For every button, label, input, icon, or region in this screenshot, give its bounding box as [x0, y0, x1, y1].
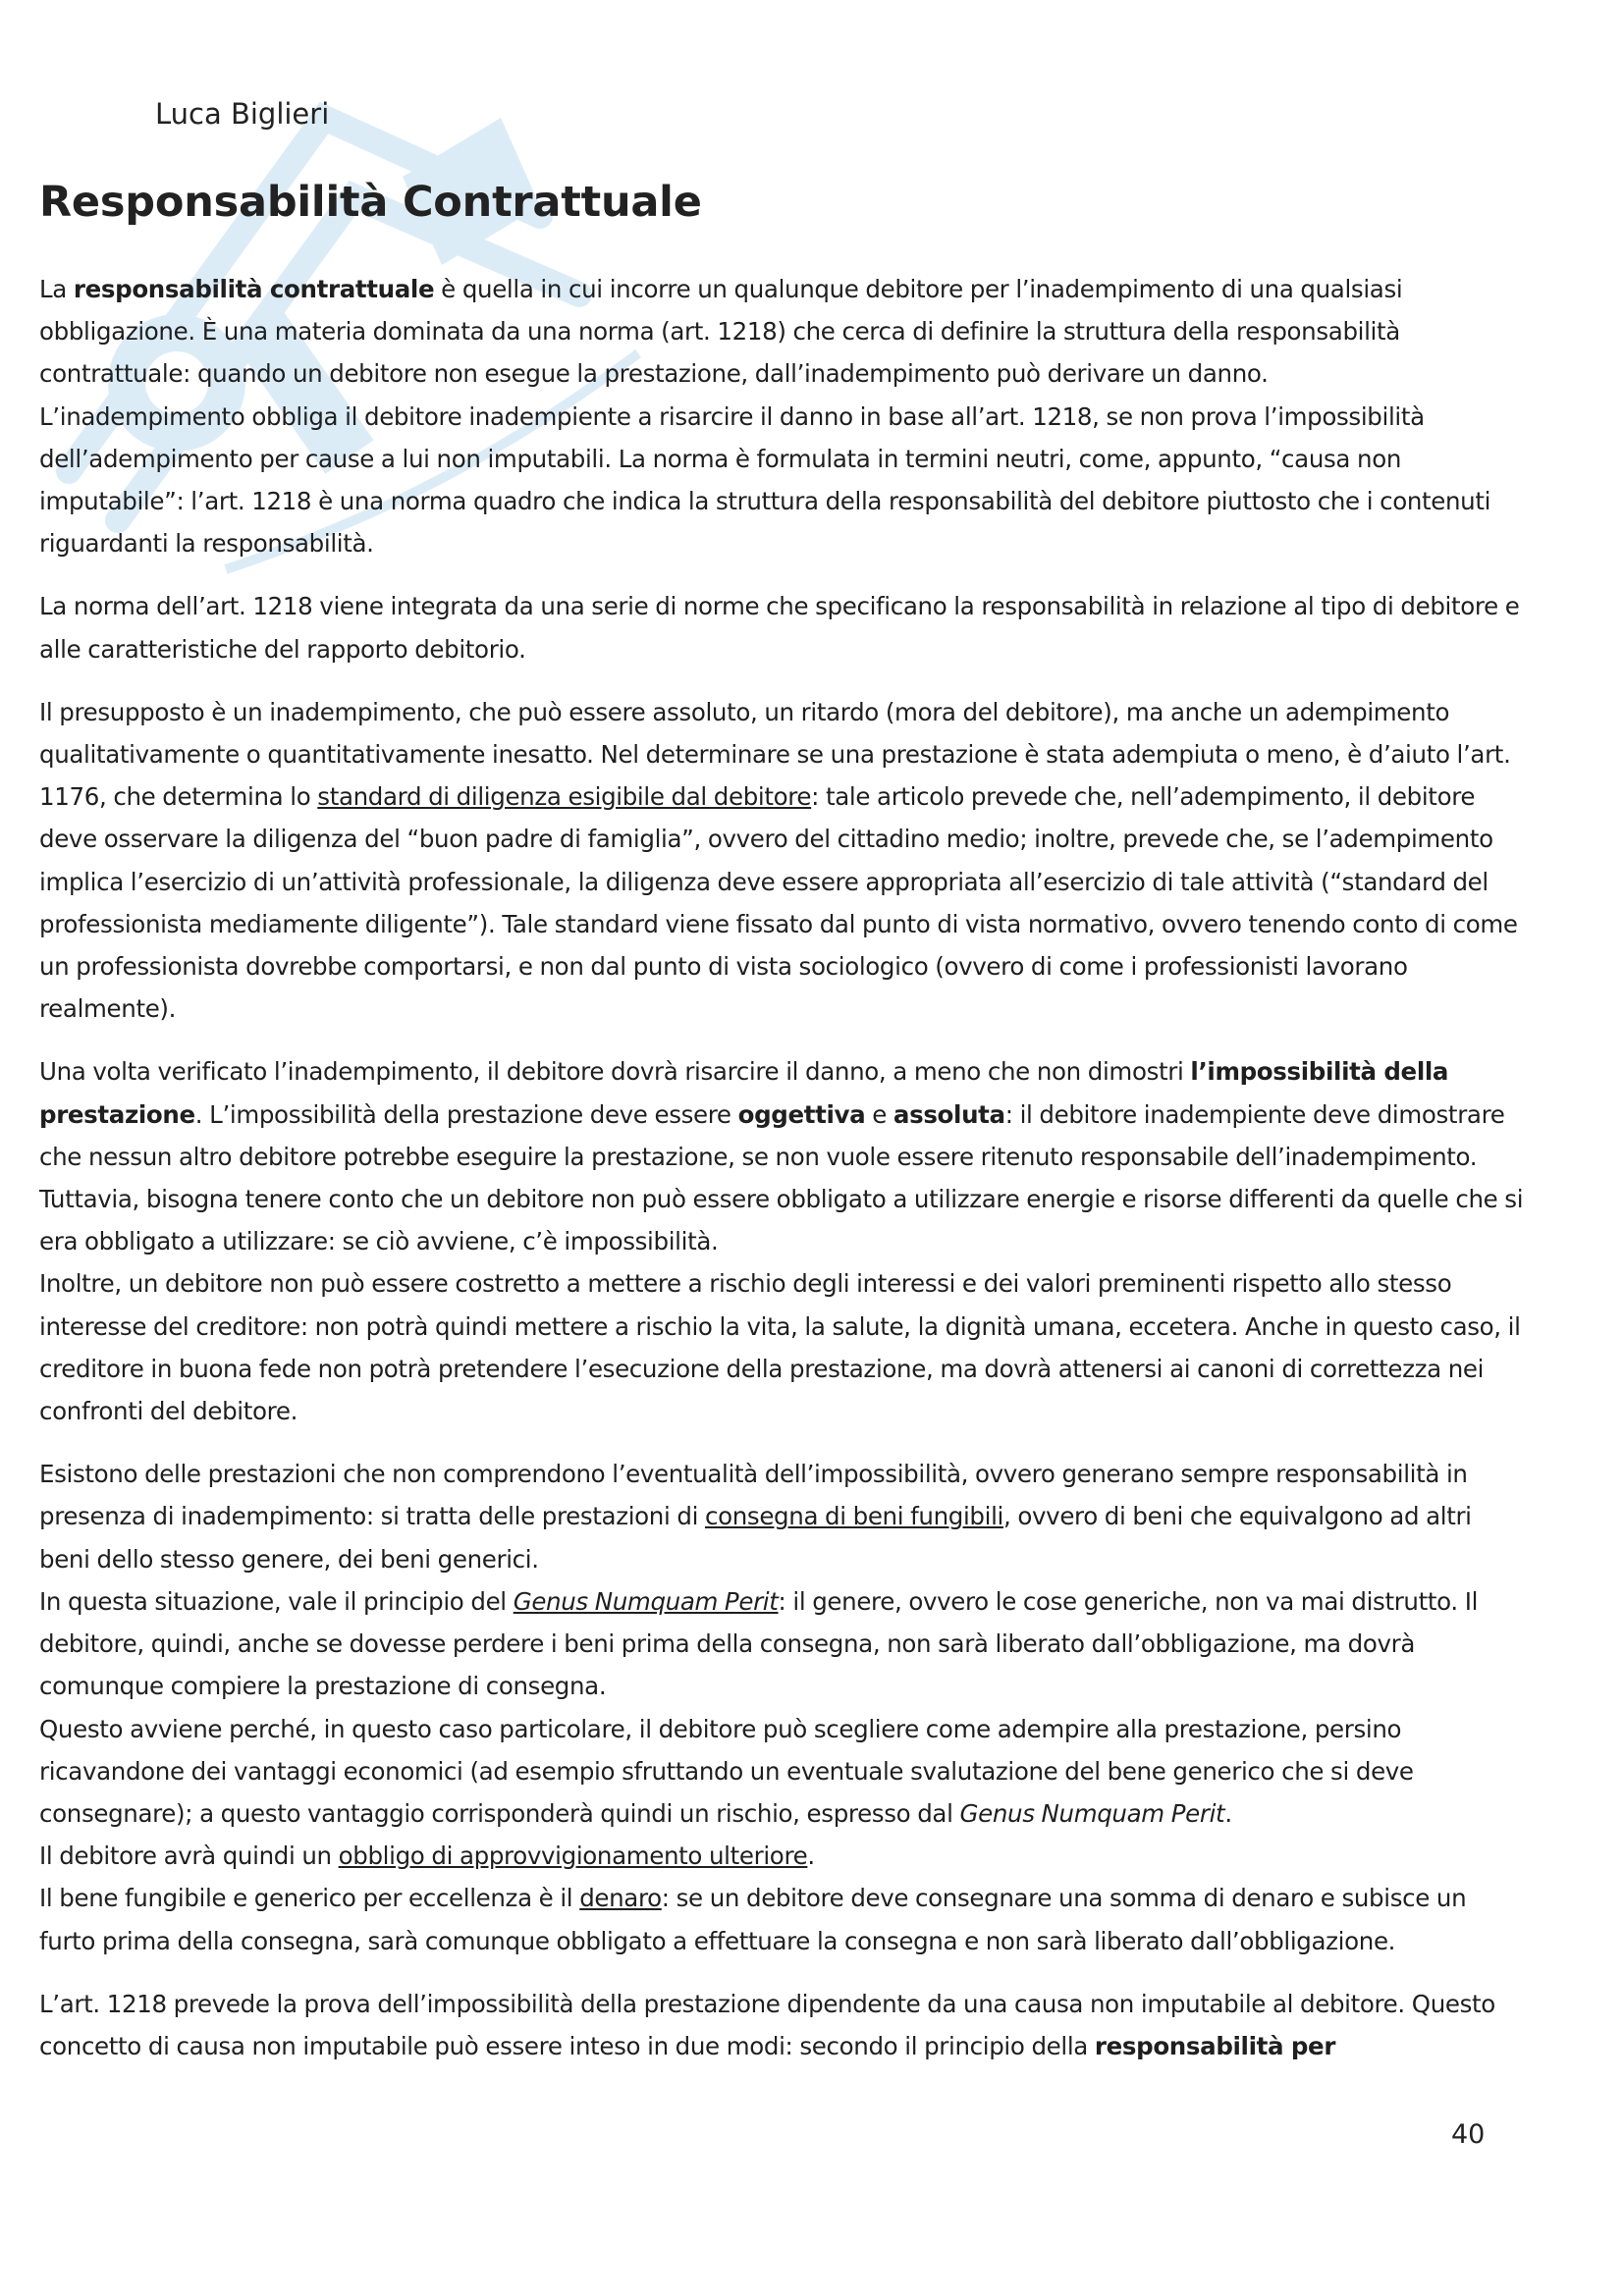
paragraph-3: La norma dell’art. 1218 viene integrata da una serie di norme che specificano la responsabilità in relazione al tipo di debitore e alle caratteristiche del rapporto debitorio. — [39, 592, 1520, 664]
underlined-term: consegna di beni fungibili — [704, 1502, 1003, 1531]
paragraph-11: Il debitore avrà quindi un obbligo di approvvigionamento ulteriore. — [39, 1842, 815, 1871]
bold-term: oggettiva — [737, 1099, 866, 1129]
paragraph-2: L’inadempimento obbliga il debitore inadempiente a risarcire il danno in base all’art. 1218, se non prova l’impossibilità dell’adempimento per cause a lui non imputabili. La norma è formulata in termini neutri, come, appunto, “causa non imputabile”: l’art. 1218 è una norma quadro che indica la struttura della responsabilità del debitore piuttosto che i contenuti riguardanti la responsabilità. — [39, 401, 1491, 559]
underlined-term: standard di diligenza esigibile dal debitore — [317, 782, 812, 812]
bold-term: responsabilità per — [1094, 2031, 1336, 2060]
underlined-term: denaro — [579, 1884, 662, 1913]
paragraph-9: In questa situazione, vale il principio del Genus Numquam Perit: il genere, ovvero le cose generiche, non va mai distrutto. Il debitore, quindi, anche se dovesse perdere i beni prima della consegna, non sarà liberato dall’obbligazione, ma dovrà comunque compiere la prestazione di consegna. — [39, 1586, 1479, 1701]
bold-term: l’impossibilità della prestazione — [39, 1057, 1449, 1129]
paragraph-8: Esistono delle prestazioni che non comprendono l’eventualità dell’impossibilità, ovvero generano sempre responsabilità in presenza di inadempimento: si tratta delle prestazioni di consegna di beni fungibili, ovvero di beni che equivalgono ad altri beni dello stesso genere, dei beni generici. — [39, 1460, 1472, 1574]
page-number: 40 — [1451, 2119, 1486, 2150]
paragraph-1: La responsabilità contrattuale è quella in cui incorre un qualunque debitore per l’inadempimento di una qualsiasi obbligazione. È una materia dominata da una norma (art. 1218) che cerca di definire la struttura della responsabilità contrattuale: quando un debitore non esegue la prestazione, dall’inadempimento può derivare un danno. — [39, 275, 1403, 389]
page-title: Responsabilità Contrattuale — [39, 178, 702, 227]
author-name: Luca Biglieri — [155, 97, 330, 131]
document-body — [39, 268, 1524, 2067]
paragraph-6: Tuttavia, bisogna tenere conto che un debitore non può essere obbligato a utilizzare energie e risorse differenti da quelle che si era obbligato a utilizzare: se ciò avviene, c’è impossibilità. — [39, 1185, 1524, 1256]
bold-term: assoluta — [893, 1099, 1005, 1129]
paragraph-13: L’art. 1218 prevede la prova dell’impossibilità della prestazione dipendente da una causa non imputabile al debitore. Questo concetto di causa non imputabile può essere inteso in due modi: secondo il principio della responsabilità per — [39, 1989, 1495, 2060]
underlined-term: obbligo di approvvigionamento ulteriore — [338, 1842, 808, 1871]
paragraph-10: Questo avviene perché, in questo caso particolare, il debitore può scegliere come adempire alla prestazione, persino ricavandone dei vantaggi economici (ad esempio sfruttando un eventuale svalutazione del bene generico che si deve consegnare); a questo vantaggio corrisponderà quindi un rischio, espresso dal Genus Numquam Perit. — [39, 1714, 1414, 1828]
paragraph-5: Una volta verificato l’inadempimento, il debitore dovrà risarcire il danno, a meno che non dimostri l’impossibilità della prestazione. L’impossibilità della prestazione deve essere oggettiva e assoluta: il debitore inadempiente deve dimostrare che nessun altro debitore potrebbe eseguire la prestazione, se non vuole essere ritenuto responsabile dell’inadempimento. — [39, 1057, 1505, 1171]
paragraph-12: Il bene fungibile e generico per eccellenza è il denaro: se un debitore deve consegnare una somma di denaro e subisce un furto prima della consegna, sarà comunque obbligato a effettuare la consegna e non sarà liberato dall’obbligazione. — [39, 1884, 1467, 1955]
latin-phrase: Genus Numquam Perit — [513, 1586, 779, 1616]
paragraph-4: Il presupposto è un inadempimento, che può essere assoluto, un ritardo (mora del debitore), ma anche un adempimento qualitativamente o quantitativamente inesatto. Nel determinare se una prestazione è stata adempiuta o meno, è d’aiuto l’art. 1176, che determina lo standard di diligenza esigibile dal debitore: tale articolo prevede che, nell’adempimento, il debitore deve osservare la diligenza del “buon padre di famiglia”, ovvero del cittadino medio; inoltre, prevede che, se l’adempimento implica l’esercizio di un’attività professionale, la diligenza deve essere appropriata all’esercizio di tale attività (“standard del professionista mediamente diligente”). Tale standard viene fissato dal punto di vista normativo, ovvero tenendo conto di come un professionista dovrebbe comportarsi, e non dal punto di vista sociologico (ovvero di come i professionisti lavorano realmente). — [39, 697, 1518, 1024]
paragraph-7: Inoltre, un debitore non può essere costretto a mettere a rischio degli interessi e dei valori preminenti rispetto allo stesso interesse del creditore: non potrà quindi mettere a rischio la vita, la salute, la dignità umana, eccetera. Anche in questo caso, il creditore in buona fede non potrà pretendere l’esecuzione della prestazione, ma dovrà attenersi ai canoni di correttezza nei confronti del debitore. — [39, 1269, 1521, 1426]
latin-phrase: Genus Numquam Perit — [959, 1798, 1225, 1828]
bold-term: responsabilità contrattuale — [73, 275, 435, 303]
